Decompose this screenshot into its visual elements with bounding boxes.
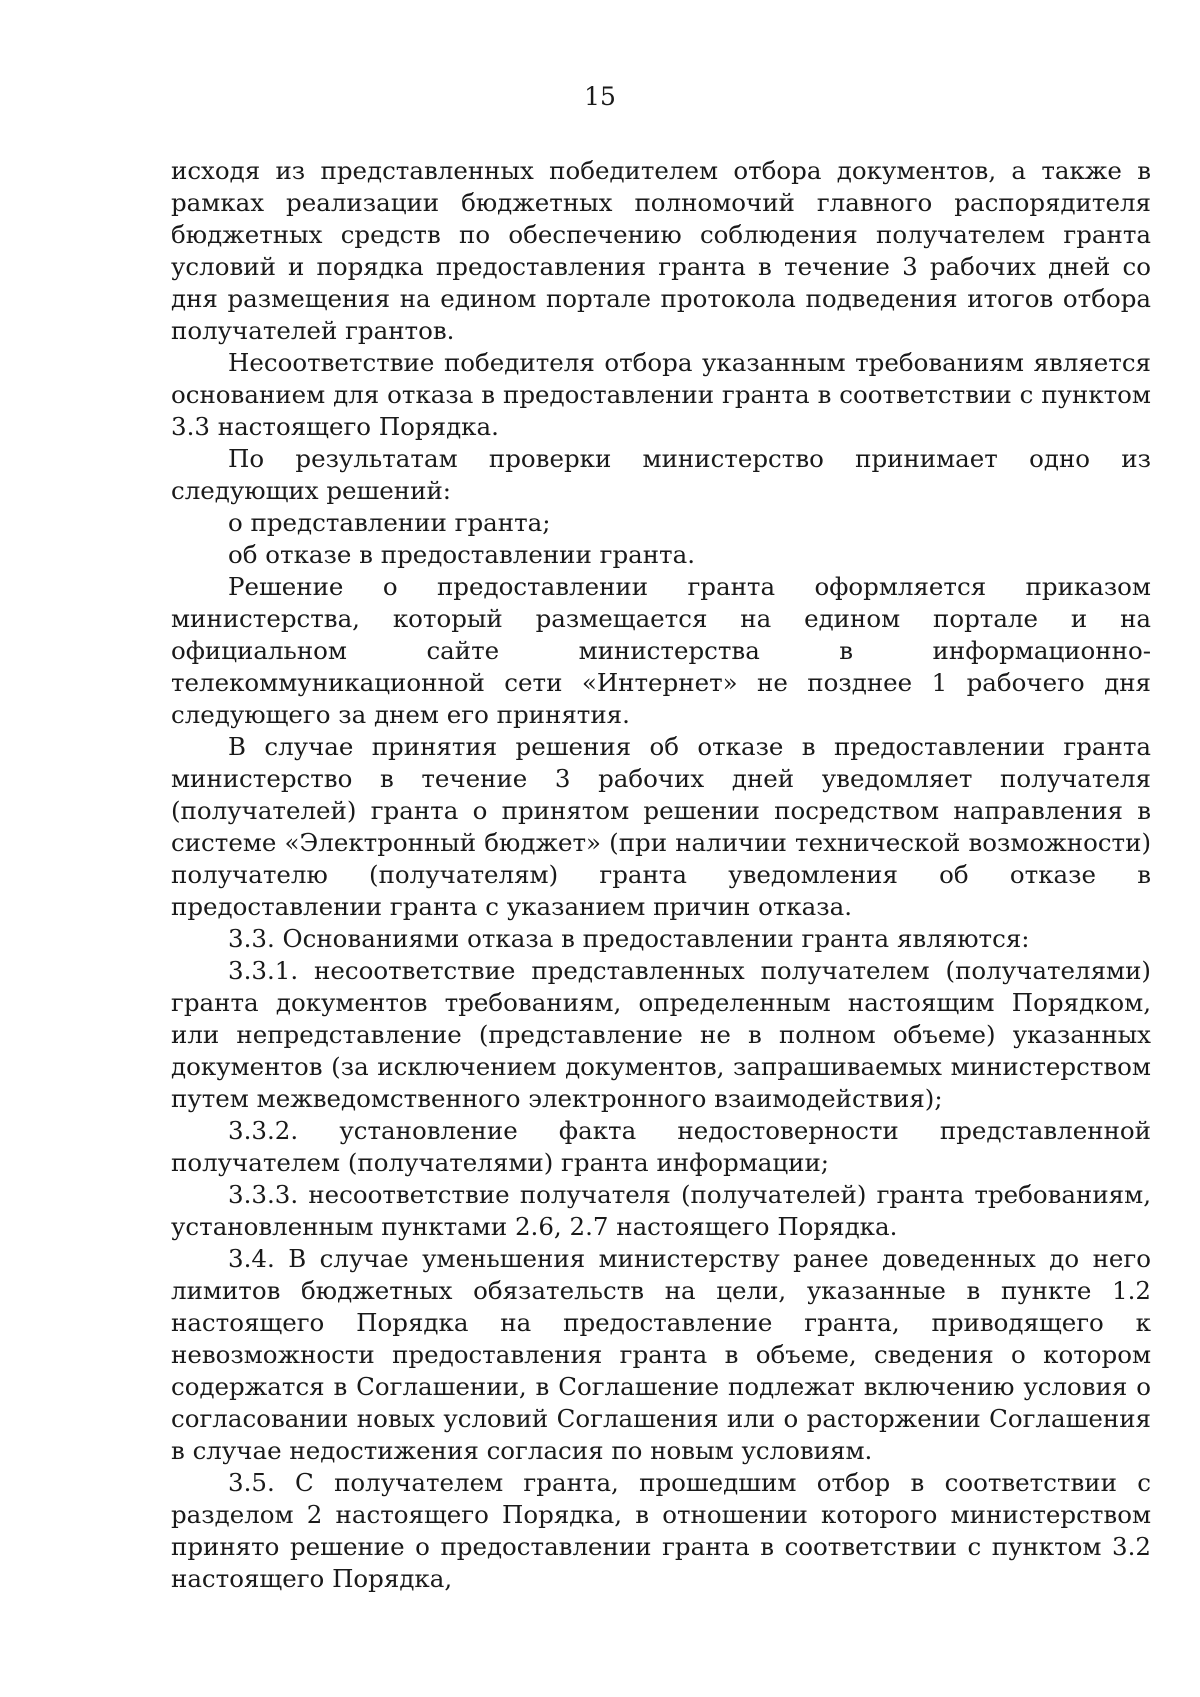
paragraph-option-refusal: об отказе в предоставлении гранта. [228,540,696,569]
paragraph-section-3-3-3: 3.3.3. несоответствие получателя (получателей) гранта требованиям, установленным пунктами 2.6, 2.7 настоящего Порядка. [171,1180,1151,1241]
paragraph-refusal-notice: В случае принятия решения об отказе в предоставлении гранта министерство в течение 3 рабочих дней уведомляет получателя (получателей) гранта о принятом решении посредством направления в системе «Электронный бюджет» (при наличии технической возможности) получателю (получателям) гранта уведомления об отказе в предоставлении гранта с указанием причин отказа. [171,732,1151,921]
paragraph-section-3-4: 3.4. В случае уменьшения министерству ранее доведенных до него лимитов бюджетных обязательств на цели, указанные в пункте 1.2 настоящего Порядка на предоставление гранта, приводящего к невозможности предоставления гранта в объеме, сведения о котором содержатся в Соглашении, в Соглашение подлежат включению условия о согласовании новых условий Соглашения или о расторжении Соглашения в случае недостижения согласия по новым условиям. [171,1244,1151,1465]
paragraph-noncompliance: Несоответствие победителя отбора указанным требованиям является основанием для отказа в предоставлении гранта в соответствии с пунктом 3.3 настоящего Порядка. [171,348,1151,441]
paragraph-grant-order: Решение о предоставлении гранта оформляется приказом министерства, который размещается на едином портале и на официальном сайте министерства в информационно-телекоммуникационной сети «Интернет» не позднее 1 рабочего дня следующего за днем его принятия. [171,572,1151,729]
document-body [171,155,1151,1595]
paragraph-section-3-3-2: 3.3.2. установление факта недостоверности представленной получателем (получателями) гранта информации; [171,1116,1151,1177]
page-number: 15 [584,82,616,111]
paragraph-option-grant: о представлении гранта; [228,508,551,537]
paragraph-section-3-3-1: 3.3.1. несоответствие представленных получателем (получателями) гранта документов требованиям, определенным настоящим Порядком, или непредставление (представление не в полном объеме) указанных документов (за исключением документов, запрашиваемых министерством путем межведомственного электронного взаимодействия); [171,956,1151,1113]
paragraph-decision-options: По результатам проверки министерство принимает одно из следующих решений: [171,444,1151,505]
paragraph-section-3-3: 3.3. Основаниями отказа в предоставлении гранта являются: [228,924,1030,953]
paragraph-section-3-5: 3.5. С получателем гранта, прошедшим отбор в соответствии с разделом 2 настоящего Порядка, в отношении которого министерством принято решение о предоставлении гранта в соответствии с пунктом 3.2 настоящего Порядка, [171,1468,1151,1593]
paragraph-intro-continuation: исходя из представленных победителем отбора документов, а также в рамках реализации бюджетных полномочий главного распорядителя бюджетных средств по обеспечению соблюдения получателем гранта условий и порядка предоставления гранта в течение 3 рабочих дней со дня размещения на едином портале протокола подведения итогов отбора получателей грантов. [171,156,1151,345]
